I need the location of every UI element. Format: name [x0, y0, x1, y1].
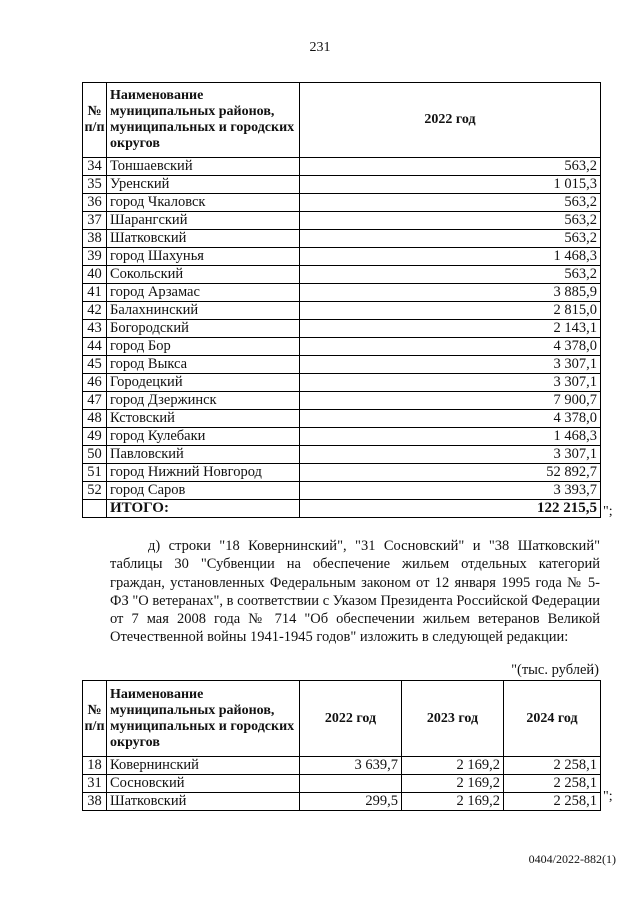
- table1-closing-quote: ";: [603, 504, 613, 519]
- row-number: 52: [83, 482, 107, 500]
- row-number: 41: [83, 284, 107, 302]
- table-row: [83, 374, 601, 392]
- value-2022: 7 900,7: [300, 392, 601, 410]
- row-number: 51: [83, 464, 107, 482]
- municipality-name: город Кулебаки: [107, 428, 300, 446]
- table-row: [83, 194, 601, 212]
- col-header-2022: 2022 год: [300, 681, 402, 757]
- row-number: 43: [83, 320, 107, 338]
- amendment-paragraph: [110, 537, 600, 647]
- value-2024: 2 258,1: [504, 775, 601, 793]
- table-row: [83, 212, 601, 230]
- row-number: 36: [83, 194, 107, 212]
- value-2022: 3 307,1: [300, 356, 601, 374]
- value-2022: 4 378,0: [300, 338, 601, 356]
- table-row: [83, 302, 601, 320]
- table1-body: [83, 158, 601, 500]
- table-row: [83, 284, 601, 302]
- municipality-name: Богородский: [107, 320, 300, 338]
- subsidy-table-2022: [82, 82, 601, 518]
- municipality-name: Шарангский: [107, 212, 300, 230]
- document-code: 0404/2022-882(1): [528, 852, 616, 866]
- table-row: [83, 248, 601, 266]
- municipality-name: Уренский: [107, 176, 300, 194]
- value-2022: 3 393,7: [300, 482, 601, 500]
- municipality-name: город Шахунья: [107, 248, 300, 266]
- value-2022: 2 143,1: [300, 320, 601, 338]
- municipality-name: Балахнинский: [107, 302, 300, 320]
- amendment-text: д) строки "18 Ковернинский", "31 Сосновский" и "38 Шатковский" таблицы 30 "Субвенции на обеспечение жильем отдельных категорий граждан, установленных Федеральным законом от 12 января 1995 года № 5-ФЗ "О ветеранах", в соответствии с Указом Президента Российской Федерации от 7 мая 2008 года № 714 "Об обеспечении жильем ветеранов Великой Отечественной войны 1941-1945 годов" изложить в следующей редакции:: [110, 538, 600, 646]
- value-2022: 52 892,7: [300, 464, 601, 482]
- units-label: "(тыс. рублей): [511, 662, 599, 678]
- row-number: 40: [83, 266, 107, 284]
- table-row: [83, 428, 601, 446]
- value-2023: 2 169,2: [402, 775, 504, 793]
- table2-body: [83, 757, 601, 811]
- table-row: [83, 338, 601, 356]
- row-number: 47: [83, 392, 107, 410]
- row-number: 38: [83, 230, 107, 248]
- page-number: 231: [309, 40, 331, 55]
- municipality-name: город Дзержинск: [107, 392, 300, 410]
- total-value: 122 215,5: [300, 500, 601, 518]
- value-2024: 2 258,1: [504, 757, 601, 775]
- row-number: 45: [83, 356, 107, 374]
- table2-closing-quote: ";: [603, 789, 613, 804]
- municipality-name: Шатковский: [107, 230, 300, 248]
- municipality-name: Кстовский: [107, 410, 300, 428]
- table-row: [83, 446, 601, 464]
- row-number: 50: [83, 446, 107, 464]
- value-2023: 2 169,2: [402, 757, 504, 775]
- municipality-name: Шатковский: [107, 793, 300, 811]
- municipality-name: город Арзамас: [107, 284, 300, 302]
- col-header-num: № п/п: [83, 681, 107, 757]
- table-row: [83, 410, 601, 428]
- row-number: 39: [83, 248, 107, 266]
- row-number: 46: [83, 374, 107, 392]
- total-label: ИТОГО:: [107, 500, 300, 518]
- table-row: [83, 464, 601, 482]
- row-number: 37: [83, 212, 107, 230]
- value-2022: 563,2: [300, 158, 601, 176]
- value-2022: 3 307,1: [300, 446, 601, 464]
- municipality-name: город Бор: [107, 338, 300, 356]
- value-2022: 4 378,0: [300, 410, 601, 428]
- municipality-name: город Саров: [107, 482, 300, 500]
- value-2022: 563,2: [300, 212, 601, 230]
- value-2024: 2 258,1: [504, 793, 601, 811]
- total-num-cell: [83, 500, 107, 518]
- table-row: [83, 266, 601, 284]
- municipality-name: город Нижний Новгород: [107, 464, 300, 482]
- municipality-name: Сокольский: [107, 266, 300, 284]
- table-row: [83, 158, 601, 176]
- value-2022: 1 468,3: [300, 428, 601, 446]
- value-2022: 563,2: [300, 230, 601, 248]
- col-header-2024: 2024 год: [504, 681, 601, 757]
- value-2022: 2 815,0: [300, 302, 601, 320]
- value-2023: 2 169,2: [402, 793, 504, 811]
- col-header-2022: 2022 год: [300, 83, 601, 158]
- table-row: [83, 356, 601, 374]
- table-row: [83, 320, 601, 338]
- col-header-name: Наименование муниципальных районов, муниципальных и городских округов: [107, 681, 300, 757]
- value-2022: 3 885,9: [300, 284, 601, 302]
- value-2022: 563,2: [300, 194, 601, 212]
- row-number: 18: [83, 757, 107, 775]
- municipality-name: Ковернинский: [107, 757, 300, 775]
- total-row: [83, 500, 601, 518]
- col-header-name: Наименование муниципальных районов, муниципальных и городских округов: [107, 83, 300, 158]
- value-2022: 1 468,3: [300, 248, 601, 266]
- municipality-name: город Чкаловск: [107, 194, 300, 212]
- table-row: [83, 176, 601, 194]
- row-number: 35: [83, 176, 107, 194]
- row-number: 31: [83, 775, 107, 793]
- value-2022: 3 639,7: [300, 757, 402, 775]
- table-row: [83, 482, 601, 500]
- municipality-name: Сосновский: [107, 775, 300, 793]
- table-row: [83, 757, 601, 775]
- table-row: [83, 775, 601, 793]
- table-row: [83, 392, 601, 410]
- value-2022: [300, 775, 402, 793]
- row-number: 34: [83, 158, 107, 176]
- table-row: [83, 793, 601, 811]
- col-header-num: № п/п: [83, 83, 107, 158]
- municipality-name: город Выкса: [107, 356, 300, 374]
- municipality-name: Павловский: [107, 446, 300, 464]
- value-2022: 1 015,3: [300, 176, 601, 194]
- row-number: 48: [83, 410, 107, 428]
- row-number: 38: [83, 793, 107, 811]
- row-number: 49: [83, 428, 107, 446]
- value-2022: 563,2: [300, 266, 601, 284]
- municipality-name: Городецкий: [107, 374, 300, 392]
- col-header-2023: 2023 год: [402, 681, 504, 757]
- municipality-name: Тоншаевский: [107, 158, 300, 176]
- row-number: 44: [83, 338, 107, 356]
- table-row: [83, 230, 601, 248]
- value-2022: 299,5: [300, 793, 402, 811]
- subsidy-table-2022-2024: [82, 680, 601, 811]
- value-2022: 3 307,1: [300, 374, 601, 392]
- row-number: 42: [83, 302, 107, 320]
